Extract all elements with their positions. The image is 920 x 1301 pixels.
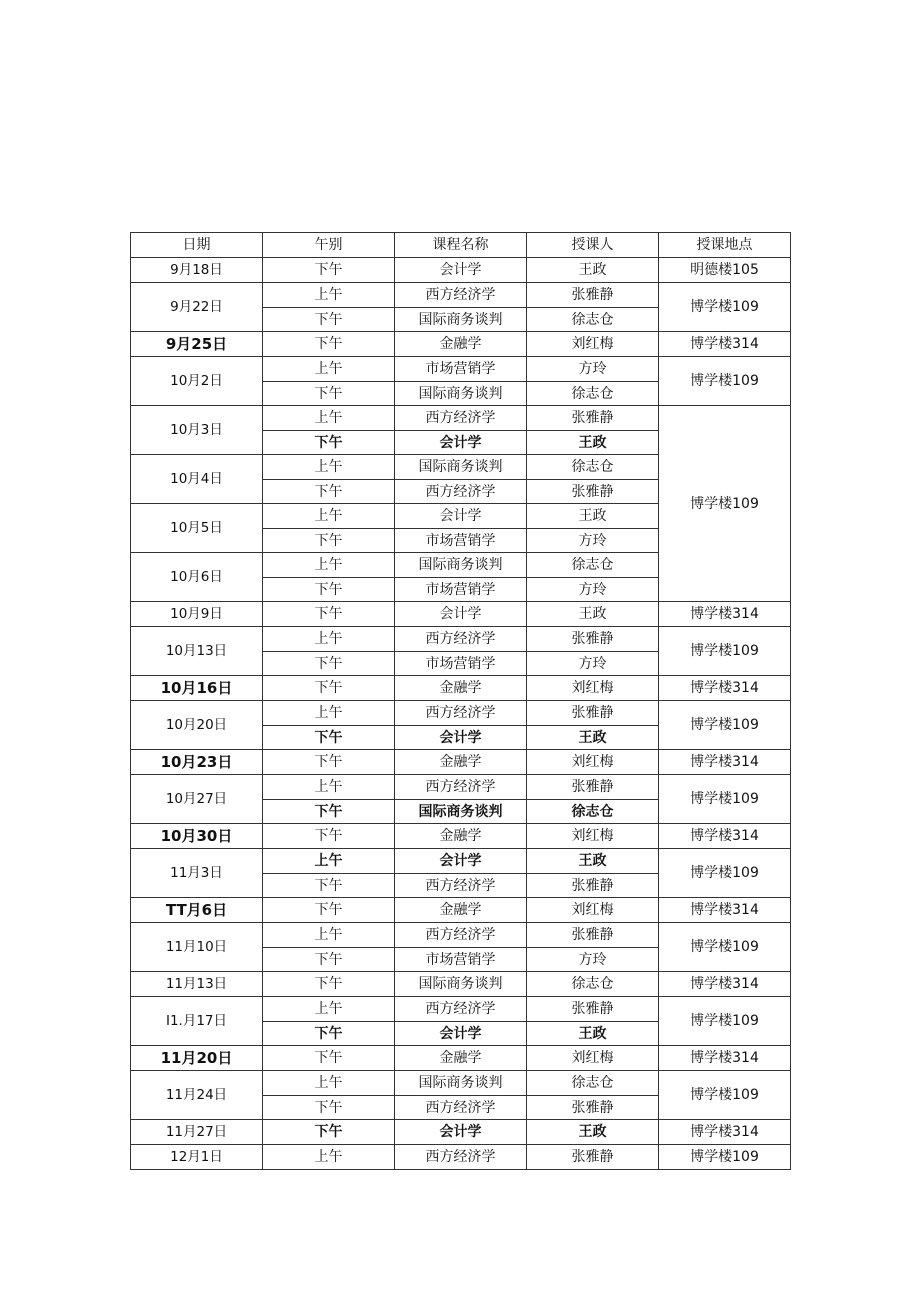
table-row xyxy=(131,824,791,849)
period-cell: 上午 xyxy=(263,775,395,800)
location-cell: 明德楼105 xyxy=(659,258,791,283)
teacher-cell: 王政 xyxy=(527,1022,659,1046)
table-row xyxy=(131,258,791,283)
period-cell: 下午 xyxy=(263,972,395,997)
course-cell: 市场营销学 xyxy=(395,948,527,972)
period-cell: 下午 xyxy=(263,898,395,923)
teacher-cell: 徐志仓 xyxy=(527,800,659,824)
table-row xyxy=(131,627,791,652)
teacher-cell: 王政 xyxy=(527,258,659,283)
course-cell: 金融学 xyxy=(395,750,527,775)
date-cell: 10月4日 xyxy=(131,455,263,504)
table-body xyxy=(131,258,791,1170)
location-cell: 博学楼109 xyxy=(659,997,791,1046)
course-cell: 会计学 xyxy=(395,602,527,627)
course-cell: 国际商务谈判 xyxy=(395,1071,527,1096)
teacher-cell: 张雅静 xyxy=(527,923,659,948)
period-cell: 下午 xyxy=(263,824,395,849)
course-cell: 市场营销学 xyxy=(395,578,527,602)
course-cell: 会计学 xyxy=(395,849,527,874)
period-cell: 下午 xyxy=(263,726,395,750)
course-cell: 西方经济学 xyxy=(395,997,527,1022)
period-cell: 上午 xyxy=(263,701,395,726)
period-cell: 下午 xyxy=(263,800,395,824)
period-cell: 下午 xyxy=(263,529,395,553)
course-cell: 金融学 xyxy=(395,1046,527,1071)
date-cell: 9月25日 xyxy=(131,332,263,357)
table-row xyxy=(131,997,791,1022)
period-cell: 下午 xyxy=(263,874,395,898)
teacher-cell: 王政 xyxy=(527,431,659,455)
course-cell: 西方经济学 xyxy=(395,1096,527,1120)
table-row xyxy=(131,602,791,627)
location-cell: 博学楼314 xyxy=(659,332,791,357)
table-row xyxy=(131,849,791,874)
teacher-cell: 徐志仓 xyxy=(527,455,659,480)
course-cell: 市场营销学 xyxy=(395,357,527,382)
table-row xyxy=(131,1046,791,1071)
period-cell: 上午 xyxy=(263,504,395,529)
location-cell: 博学楼109 xyxy=(659,283,791,332)
location-cell: 博学楼109 xyxy=(659,357,791,406)
period-cell: 上午 xyxy=(263,1145,395,1170)
course-cell: 西方经济学 xyxy=(395,874,527,898)
period-cell: 下午 xyxy=(263,578,395,602)
date-cell: 12月1日 xyxy=(131,1145,263,1170)
course-cell: 市场营销学 xyxy=(395,652,527,676)
date-cell: 10月3日 xyxy=(131,406,263,455)
location-cell: 博学楼109 xyxy=(659,923,791,972)
date-cell: 10月16日 xyxy=(131,676,263,701)
period-cell: 下午 xyxy=(263,750,395,775)
course-cell: 会计学 xyxy=(395,1120,527,1145)
period-cell: 下午 xyxy=(263,332,395,357)
date-cell: 9月18日 xyxy=(131,258,263,283)
teacher-cell: 张雅静 xyxy=(527,775,659,800)
teacher-cell: 王政 xyxy=(527,726,659,750)
period-cell: 下午 xyxy=(263,652,395,676)
teacher-cell: 方玲 xyxy=(527,578,659,602)
location-cell: 博学楼314 xyxy=(659,750,791,775)
table-row xyxy=(131,701,791,726)
table-row xyxy=(131,283,791,308)
date-cell: 10月6日 xyxy=(131,553,263,602)
location-cell: 博学楼109 xyxy=(659,1071,791,1120)
course-cell: 西方经济学 xyxy=(395,283,527,308)
teacher-cell: 张雅静 xyxy=(527,1096,659,1120)
header-date: 日期 xyxy=(131,233,263,258)
teacher-cell: 张雅静 xyxy=(527,480,659,504)
period-cell: 下午 xyxy=(263,1120,395,1145)
course-cell: 西方经济学 xyxy=(395,627,527,652)
teacher-cell: 方玲 xyxy=(527,529,659,553)
location-cell: 博学楼314 xyxy=(659,1046,791,1071)
course-cell: 国际商务谈判 xyxy=(395,308,527,332)
location-cell: 博学楼314 xyxy=(659,972,791,997)
location-cell: 博学楼314 xyxy=(659,676,791,701)
period-cell: 上午 xyxy=(263,357,395,382)
teacher-cell: 徐志仓 xyxy=(527,382,659,406)
teacher-cell: 王政 xyxy=(527,504,659,529)
location-cell: 博学楼109 xyxy=(659,849,791,898)
teacher-cell: 刘红梅 xyxy=(527,824,659,849)
date-cell: 10月13日 xyxy=(131,627,263,676)
date-cell: 9月22日 xyxy=(131,283,263,332)
table-header-row xyxy=(131,233,791,258)
period-cell: 下午 xyxy=(263,431,395,455)
table-row xyxy=(131,775,791,800)
period-cell: 下午 xyxy=(263,602,395,627)
table-row xyxy=(131,332,791,357)
date-cell: 10月2日 xyxy=(131,357,263,406)
period-cell: 上午 xyxy=(263,849,395,874)
location-cell: 博学楼314 xyxy=(659,1120,791,1145)
course-cell: 市场营销学 xyxy=(395,529,527,553)
location-cell: 博学楼109 xyxy=(659,775,791,824)
course-cell: 西方经济学 xyxy=(395,923,527,948)
course-cell: 国际商务谈判 xyxy=(395,455,527,480)
teacher-cell: 张雅静 xyxy=(527,406,659,431)
date-cell: 11月27日 xyxy=(131,1120,263,1145)
period-cell: 下午 xyxy=(263,480,395,504)
teacher-cell: 王政 xyxy=(527,1120,659,1145)
teacher-cell: 刘红梅 xyxy=(527,1046,659,1071)
table-row xyxy=(131,898,791,923)
location-cell: 博学楼314 xyxy=(659,824,791,849)
teacher-cell: 王政 xyxy=(527,602,659,627)
date-cell: 10月30日 xyxy=(131,824,263,849)
course-cell: 西方经济学 xyxy=(395,1145,527,1170)
date-cell: 11月24日 xyxy=(131,1071,263,1120)
teacher-cell: 徐志仓 xyxy=(527,553,659,578)
date-cell: 10月23日 xyxy=(131,750,263,775)
teacher-cell: 张雅静 xyxy=(527,627,659,652)
course-cell: 国际商务谈判 xyxy=(395,972,527,997)
header-location: 授课地点 xyxy=(659,233,791,258)
period-cell: 上午 xyxy=(263,923,395,948)
date-cell: 11月20日 xyxy=(131,1046,263,1071)
table-row xyxy=(131,1120,791,1145)
teacher-cell: 王政 xyxy=(527,849,659,874)
course-cell: 会计学 xyxy=(395,431,527,455)
teacher-cell: 刘红梅 xyxy=(527,750,659,775)
table-row xyxy=(131,923,791,948)
period-cell: 下午 xyxy=(263,308,395,332)
course-schedule-table xyxy=(130,232,791,1170)
course-cell: 西方经济学 xyxy=(395,701,527,726)
course-cell: 会计学 xyxy=(395,726,527,750)
date-cell: 11月3日 xyxy=(131,849,263,898)
teacher-cell: 方玲 xyxy=(527,357,659,382)
table-row xyxy=(131,1071,791,1096)
course-cell: 会计学 xyxy=(395,504,527,529)
date-cell: 10月9日 xyxy=(131,602,263,627)
period-cell: 上午 xyxy=(263,455,395,480)
date-cell: I1.月17日 xyxy=(131,997,263,1046)
header-period: 午别 xyxy=(263,233,395,258)
date-cell: 10月27日 xyxy=(131,775,263,824)
course-cell: 金融学 xyxy=(395,676,527,701)
course-cell: 会计学 xyxy=(395,1022,527,1046)
teacher-cell: 刘红梅 xyxy=(527,898,659,923)
period-cell: 上午 xyxy=(263,627,395,652)
course-cell: 西方经济学 xyxy=(395,480,527,504)
date-cell: 10月5日 xyxy=(131,504,263,553)
table-row xyxy=(131,357,791,382)
teacher-cell: 徐志仓 xyxy=(527,1071,659,1096)
course-cell: 金融学 xyxy=(395,332,527,357)
teacher-cell: 张雅静 xyxy=(527,1145,659,1170)
course-cell: 金融学 xyxy=(395,898,527,923)
period-cell: 上午 xyxy=(263,553,395,578)
teacher-cell: 张雅静 xyxy=(527,874,659,898)
date-cell: 10月20日 xyxy=(131,701,263,750)
teacher-cell: 刘红梅 xyxy=(527,332,659,357)
period-cell: 上午 xyxy=(263,997,395,1022)
course-cell: 金融学 xyxy=(395,824,527,849)
location-cell: 博学楼314 xyxy=(659,898,791,923)
date-cell: 11月10日 xyxy=(131,923,263,972)
teacher-cell: 徐志仓 xyxy=(527,972,659,997)
period-cell: 下午 xyxy=(263,382,395,406)
course-cell: 西方经济学 xyxy=(395,775,527,800)
course-cell: 国际商务谈判 xyxy=(395,382,527,406)
table-row xyxy=(131,1145,791,1170)
table-row xyxy=(131,972,791,997)
course-cell: 西方经济学 xyxy=(395,406,527,431)
period-cell: 下午 xyxy=(263,1022,395,1046)
course-cell: 国际商务谈判 xyxy=(395,553,527,578)
location-cell: 博学楼109 xyxy=(659,627,791,676)
teacher-cell: 方玲 xyxy=(527,948,659,972)
course-cell: 会计学 xyxy=(395,258,527,283)
period-cell: 上午 xyxy=(263,1071,395,1096)
period-cell: 下午 xyxy=(263,1096,395,1120)
teacher-cell: 徐志仓 xyxy=(527,308,659,332)
table-row xyxy=(131,676,791,701)
period-cell: 下午 xyxy=(263,258,395,283)
period-cell: 下午 xyxy=(263,948,395,972)
period-cell: 上午 xyxy=(263,283,395,308)
period-cell: 下午 xyxy=(263,676,395,701)
table-row xyxy=(131,406,791,431)
teacher-cell: 张雅静 xyxy=(527,701,659,726)
teacher-cell: 张雅静 xyxy=(527,283,659,308)
teacher-cell: 方玲 xyxy=(527,652,659,676)
period-cell: 下午 xyxy=(263,1046,395,1071)
location-cell: 博学楼109 xyxy=(659,701,791,750)
table-row xyxy=(131,750,791,775)
header-course: 课程名称 xyxy=(395,233,527,258)
course-cell: 国际商务谈判 xyxy=(395,800,527,824)
teacher-cell: 刘红梅 xyxy=(527,676,659,701)
period-cell: 上午 xyxy=(263,406,395,431)
date-cell: 11月13日 xyxy=(131,972,263,997)
location-cell: 博学楼109 xyxy=(659,1145,791,1170)
location-cell: 博学楼109 xyxy=(659,406,791,602)
header-teacher: 授课人 xyxy=(527,233,659,258)
date-cell: TT月6日 xyxy=(131,898,263,923)
teacher-cell: 张雅静 xyxy=(527,997,659,1022)
location-cell: 博学楼314 xyxy=(659,602,791,627)
